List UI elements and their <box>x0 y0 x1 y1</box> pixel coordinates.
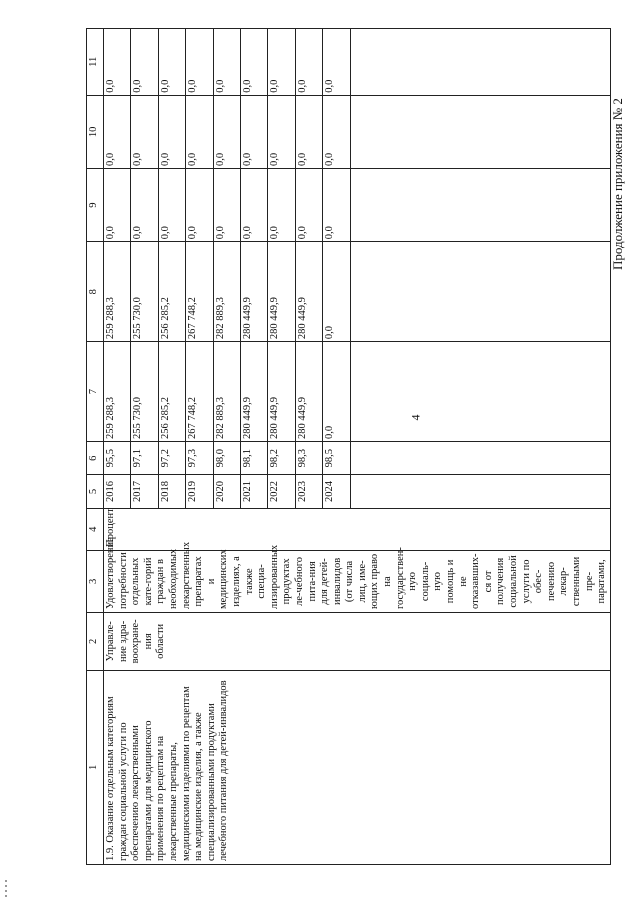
c11-cell: 0,0 <box>131 29 158 96</box>
fact-cell: 280 449,9 <box>295 242 322 342</box>
c10-cell: 0,0 <box>131 95 158 168</box>
empty-cell <box>350 168 610 241</box>
col-num-6: 6 <box>87 442 104 475</box>
c9-cell: 0,0 <box>158 168 185 241</box>
indicator-cell: Удовлетворение потребности отдельных кате-горий граждан в необходимых лекарственных препаратах и медицинских изделиях, а также специа-лизированных продуктах ле-чебного пита-ния для детей-инвалидов (от числа лиц, име-ющих право на государствен-ную социаль-ную помощь и не отказавших-ся от получения социальной услуги по обес-печению лекар-ственными пре-паратами, <box>104 550 611 612</box>
c9-cell: 0,0 <box>131 168 158 241</box>
executor-cell: Управле-ние здра-воохране-ния области <box>104 613 611 671</box>
year-cell: 2020 <box>213 475 240 508</box>
c10-cell: 0,0 <box>186 95 213 168</box>
plan-cell: 267 748,2 <box>186 342 213 442</box>
plan-cell: 280 449,9 <box>268 342 295 442</box>
col-num-1: 1 <box>87 670 104 864</box>
column-number-row <box>87 29 104 865</box>
year-cell: 2021 <box>241 475 268 508</box>
plan-cell: 280 449,9 <box>241 342 268 442</box>
pct-cell: 98,1 <box>241 442 268 475</box>
fact-cell: 259 288,3 <box>104 242 131 342</box>
empty-cell <box>350 342 610 442</box>
empty-cell <box>350 242 610 342</box>
unit-cell: Процент <box>104 508 611 550</box>
plan-cell: 255 730,0 <box>131 342 158 442</box>
c9-cell: 0,0 <box>186 168 213 241</box>
c11-cell: 0,0 <box>241 29 268 96</box>
pct-cell: 97,3 <box>186 442 213 475</box>
c11-cell: 0,0 <box>295 29 322 96</box>
pct-cell: 98,2 <box>268 442 295 475</box>
empty-cell <box>350 475 610 508</box>
c10-cell: 0,0 <box>104 95 131 168</box>
pct-cell: 95,5 <box>104 442 131 475</box>
scan-artifact <box>5 880 7 900</box>
col-num-2: 2 <box>87 613 104 671</box>
empty-cell <box>350 442 610 475</box>
c9-cell: 0,0 <box>213 168 240 241</box>
col-num-11: 11 <box>87 29 104 96</box>
c10-cell: 0,0 <box>213 95 240 168</box>
table-container <box>86 28 623 865</box>
pct-cell: 98,3 <box>295 442 322 475</box>
plan-cell: 259 288,3 <box>104 342 131 442</box>
plan-cell: 0,0 <box>323 342 351 442</box>
fact-cell: 0,0 <box>323 242 351 342</box>
fact-cell: 255 730,0 <box>131 242 158 342</box>
fact-cell: 267 748,2 <box>186 242 213 342</box>
c10-cell: 0,0 <box>241 95 268 168</box>
pct-cell: 98,5 <box>323 442 351 475</box>
c9-cell: 0,0 <box>241 168 268 241</box>
fact-cell: 282 889,3 <box>213 242 240 342</box>
year-cell: 2024 <box>323 475 351 508</box>
c10-cell: 0,0 <box>295 95 322 168</box>
empty-cell <box>350 95 610 168</box>
program-table <box>86 28 611 865</box>
c9-cell: 0,0 <box>268 168 295 241</box>
year-cell: 2016 <box>104 475 131 508</box>
c11-cell: 0,0 <box>268 29 295 96</box>
col-num-4: 4 <box>87 508 104 550</box>
plan-cell: 282 889,3 <box>213 342 240 442</box>
pct-cell: 97,1 <box>131 442 158 475</box>
page-number: 4 <box>408 414 423 421</box>
year-cell: 2022 <box>268 475 295 508</box>
c9-cell: 0,0 <box>104 168 131 241</box>
measure-name: 1.9. Оказание отдельным категориям граждан социальной услуги по обеспечению лекарственными препаратами для медицинского применения по рецептам на лекарственные препараты, медицинскими изделиями по рецептам на медицинские изделия, а также специализированными продуктами лечебного питания для детей-инвалидов <box>104 670 611 864</box>
fact-cell: 256 285,2 <box>158 242 185 342</box>
c11-cell: 0,0 <box>323 29 351 96</box>
col-num-3: 3 <box>87 550 104 612</box>
col-num-8: 8 <box>87 242 104 342</box>
col-num-10: 10 <box>87 95 104 168</box>
pct-cell: 98,0 <box>213 442 240 475</box>
col-num-5: 5 <box>87 475 104 508</box>
c11-cell: 0,0 <box>158 29 185 96</box>
year-cell: 2017 <box>131 475 158 508</box>
year-cell: 2023 <box>295 475 322 508</box>
col-num-9: 9 <box>87 168 104 241</box>
c11-cell: 0,0 <box>104 29 131 96</box>
c9-cell: 0,0 <box>295 168 322 241</box>
pct-cell: 97,2 <box>158 442 185 475</box>
plan-cell: 280 449,9 <box>295 342 322 442</box>
year-cell: 2018 <box>158 475 185 508</box>
c10-cell: 0,0 <box>323 95 351 168</box>
fact-cell: 280 449,9 <box>268 242 295 342</box>
c10-cell: 0,0 <box>158 95 185 168</box>
table-row <box>104 29 131 865</box>
appendix-title: Продолжение приложения № 2 <box>610 98 625 270</box>
c10-cell: 0,0 <box>268 95 295 168</box>
plan-cell: 256 285,2 <box>158 342 185 442</box>
c11-cell: 0,0 <box>213 29 240 96</box>
col-num-7: 7 <box>87 342 104 442</box>
year-cell: 2019 <box>186 475 213 508</box>
c9-cell: 0,0 <box>323 168 351 241</box>
empty-cell <box>350 29 610 96</box>
fact-cell: 280 449,9 <box>241 242 268 342</box>
c11-cell: 0,0 <box>186 29 213 96</box>
